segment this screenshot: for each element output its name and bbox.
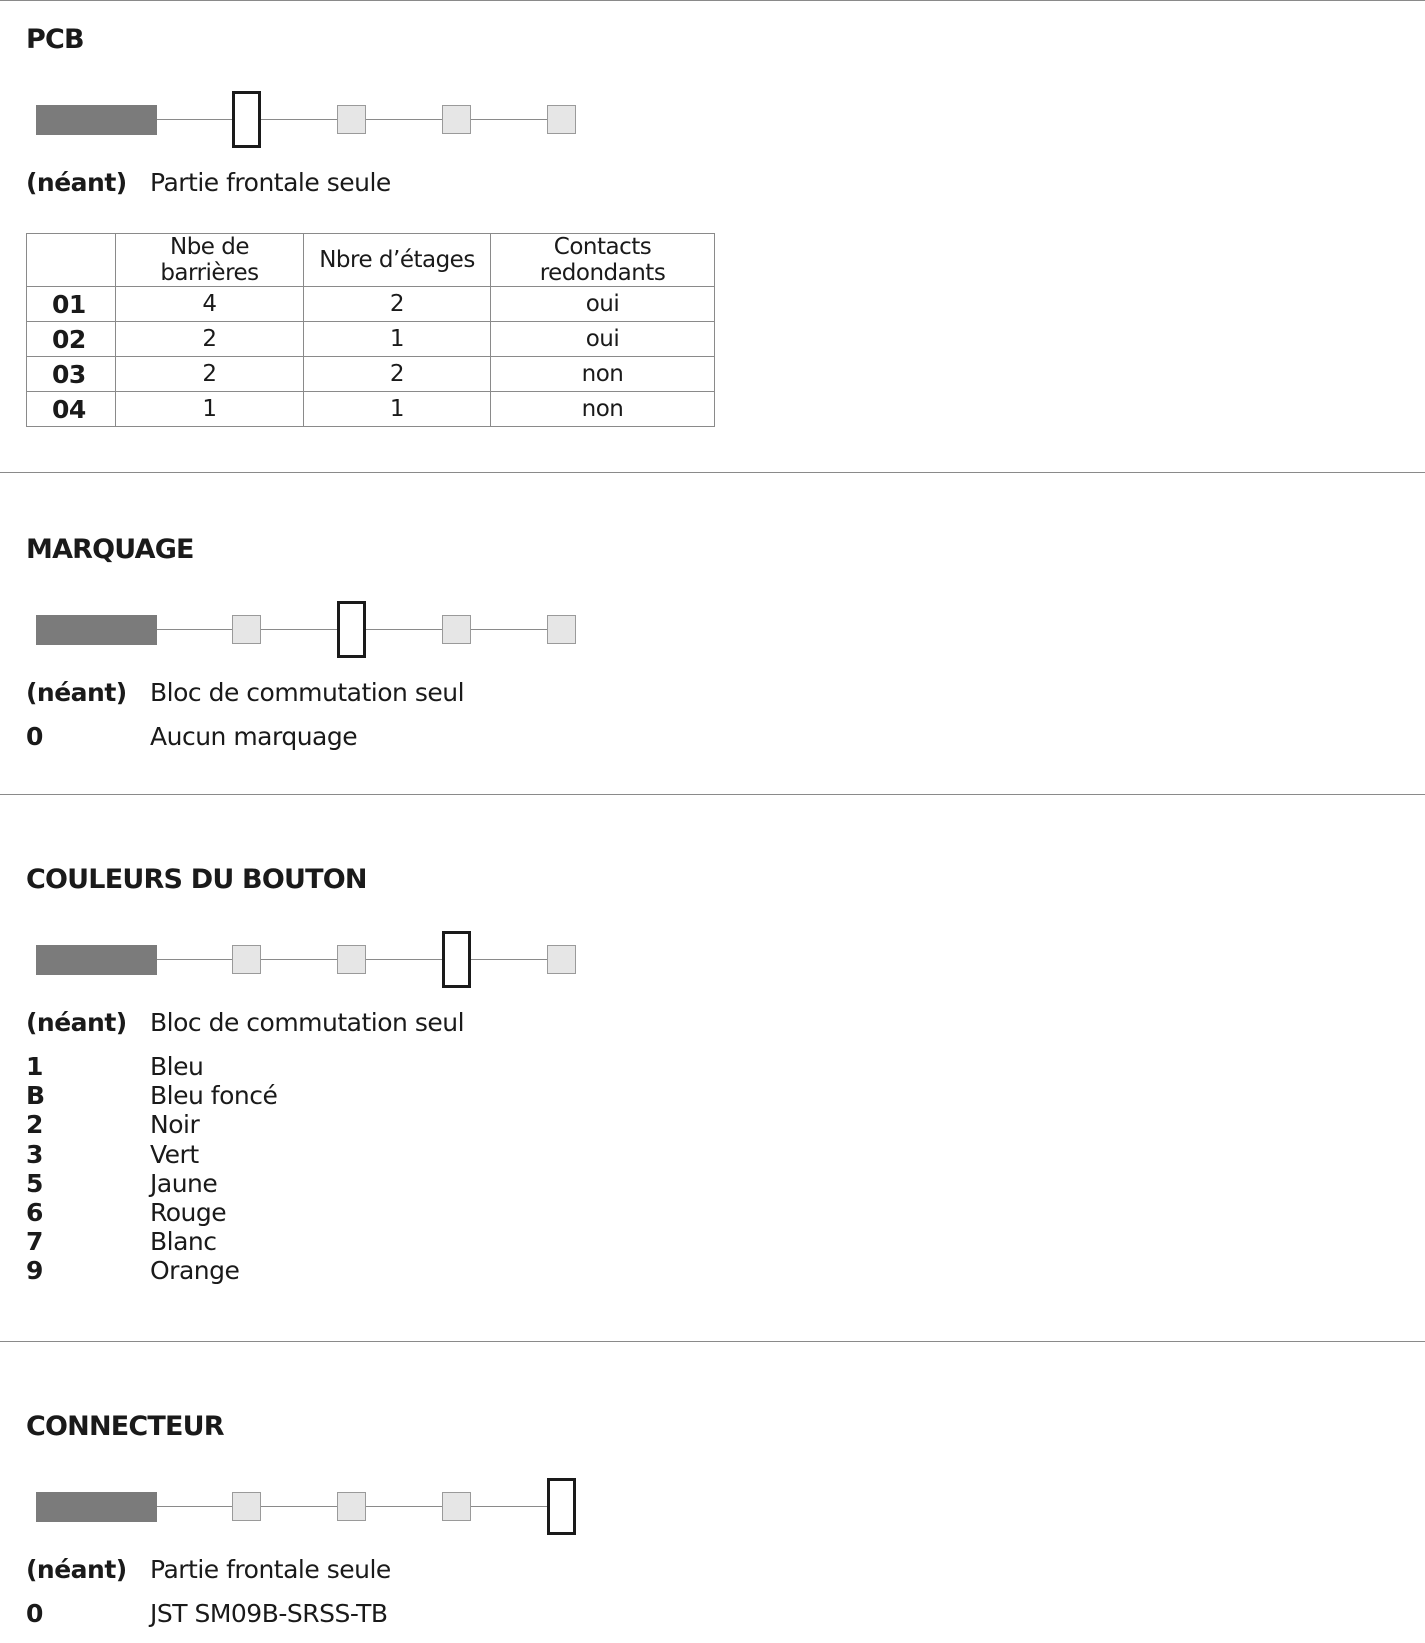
option-label: Bloc de commutation seul (150, 678, 465, 707)
table-cell: 2 (304, 357, 491, 392)
color-code: 7 (26, 1227, 44, 1257)
table-cell: 1 (304, 322, 491, 357)
section-title-pcb: PCB (26, 24, 84, 55)
diagram-position-3 (442, 615, 471, 644)
table-cell: 1 (116, 392, 304, 427)
diagram-position-3 (442, 1492, 471, 1521)
color-code: 2 (26, 1110, 44, 1140)
option-code: (néant) (26, 1555, 127, 1584)
table-cell: 1 (304, 392, 491, 427)
section-title-connecteur: CONNECTEUR (26, 1411, 224, 1442)
table-header-cell (27, 234, 116, 287)
option-label: Bloc de commutation seul (150, 1008, 465, 1037)
diagram-position-1 (232, 945, 261, 974)
section-divider (0, 472, 1425, 473)
table-row-code: 03 (27, 357, 116, 392)
color-name: Blanc (150, 1227, 217, 1257)
color-name: Orange (150, 1256, 240, 1286)
color-name: Bleu foncé (150, 1081, 278, 1111)
code-position-diagram-connecteur (36, 1477, 581, 1537)
option-code: (néant) (26, 678, 127, 707)
diagram-position-4 (547, 945, 576, 974)
color-name: Noir (150, 1110, 200, 1140)
color-code: 1 (26, 1052, 44, 1081)
table-cell: non (491, 392, 715, 427)
table-header-cell: Nbre d’étages (304, 234, 491, 287)
diagram-position-4 (547, 615, 576, 644)
diagram-position-2 (337, 1492, 366, 1521)
table-row (27, 287, 715, 322)
diagram-connector-line (156, 629, 576, 630)
option-code: 0 (26, 1599, 43, 1628)
section-divider (0, 1341, 1425, 1342)
color-name: Jaune (150, 1168, 218, 1198)
option-label: Aucun marquage (150, 722, 358, 751)
option-code: 0 (26, 722, 43, 751)
diagram-base-bar (36, 1492, 157, 1522)
diagram-position-4 (547, 105, 576, 134)
diagram-position-2 (337, 945, 366, 974)
option-code: (néant) (26, 168, 127, 197)
diagram-position-2 (337, 105, 366, 134)
diagram-position-3 (442, 105, 471, 134)
color-name-list (150, 1052, 277, 1286)
color-name: Bleu (150, 1052, 204, 1081)
option-label: Partie frontale seule (150, 168, 391, 197)
diagram-position-3-selected (442, 931, 471, 988)
code-position-diagram-pcb (36, 90, 581, 150)
diagram-connector-line (156, 959, 576, 960)
table-row (27, 357, 715, 392)
diagram-connector-line (156, 1506, 576, 1507)
code-position-diagram-couleurs (36, 930, 581, 990)
table-cell: 2 (116, 357, 304, 392)
diagram-position-4-selected (547, 1478, 576, 1535)
diagram-connector-line (156, 119, 576, 120)
table-row (27, 392, 715, 427)
table-header-row (27, 234, 715, 287)
color-code: 6 (26, 1198, 44, 1228)
color-code: 3 (26, 1139, 44, 1169)
color-code: B (26, 1081, 46, 1111)
table-row-code: 04 (27, 392, 116, 427)
pcb-spec-table (26, 233, 715, 427)
color-code: 9 (26, 1256, 44, 1286)
table-row-code: 01 (27, 287, 116, 322)
table-cell: 4 (116, 287, 304, 322)
table-row (27, 322, 715, 357)
table-cell: oui (491, 322, 715, 357)
table-cell: 2 (304, 287, 491, 322)
section-divider (0, 794, 1425, 795)
table-row-code: 02 (27, 322, 116, 357)
table-header-cell: Nbe de barrières (116, 234, 304, 287)
section-title-marquage: MARQUAGE (26, 534, 194, 565)
color-code: 5 (26, 1168, 44, 1198)
section-divider (0, 0, 1425, 1)
code-position-diagram-marquage (36, 600, 581, 660)
diagram-position-1 (232, 1492, 261, 1521)
color-name: Vert (150, 1139, 199, 1169)
table-cell: 2 (116, 322, 304, 357)
table-cell: non (491, 357, 715, 392)
table-cell: oui (491, 287, 715, 322)
option-label: Partie frontale seule (150, 1555, 391, 1584)
option-code: (néant) (26, 1008, 127, 1037)
table-header-cell: Contacts redondants (491, 234, 715, 287)
color-code-list (26, 1052, 45, 1286)
option-label: JST SM09B-SRSS-TB (150, 1599, 388, 1628)
diagram-position-2-selected (337, 601, 366, 658)
diagram-position-1 (232, 615, 261, 644)
diagram-position-1-selected (232, 91, 261, 148)
diagram-base-bar (36, 945, 157, 975)
color-name: Rouge (150, 1198, 227, 1228)
diagram-base-bar (36, 615, 157, 645)
section-title-couleurs: COULEURS DU BOUTON (26, 864, 367, 895)
diagram-base-bar (36, 105, 157, 135)
